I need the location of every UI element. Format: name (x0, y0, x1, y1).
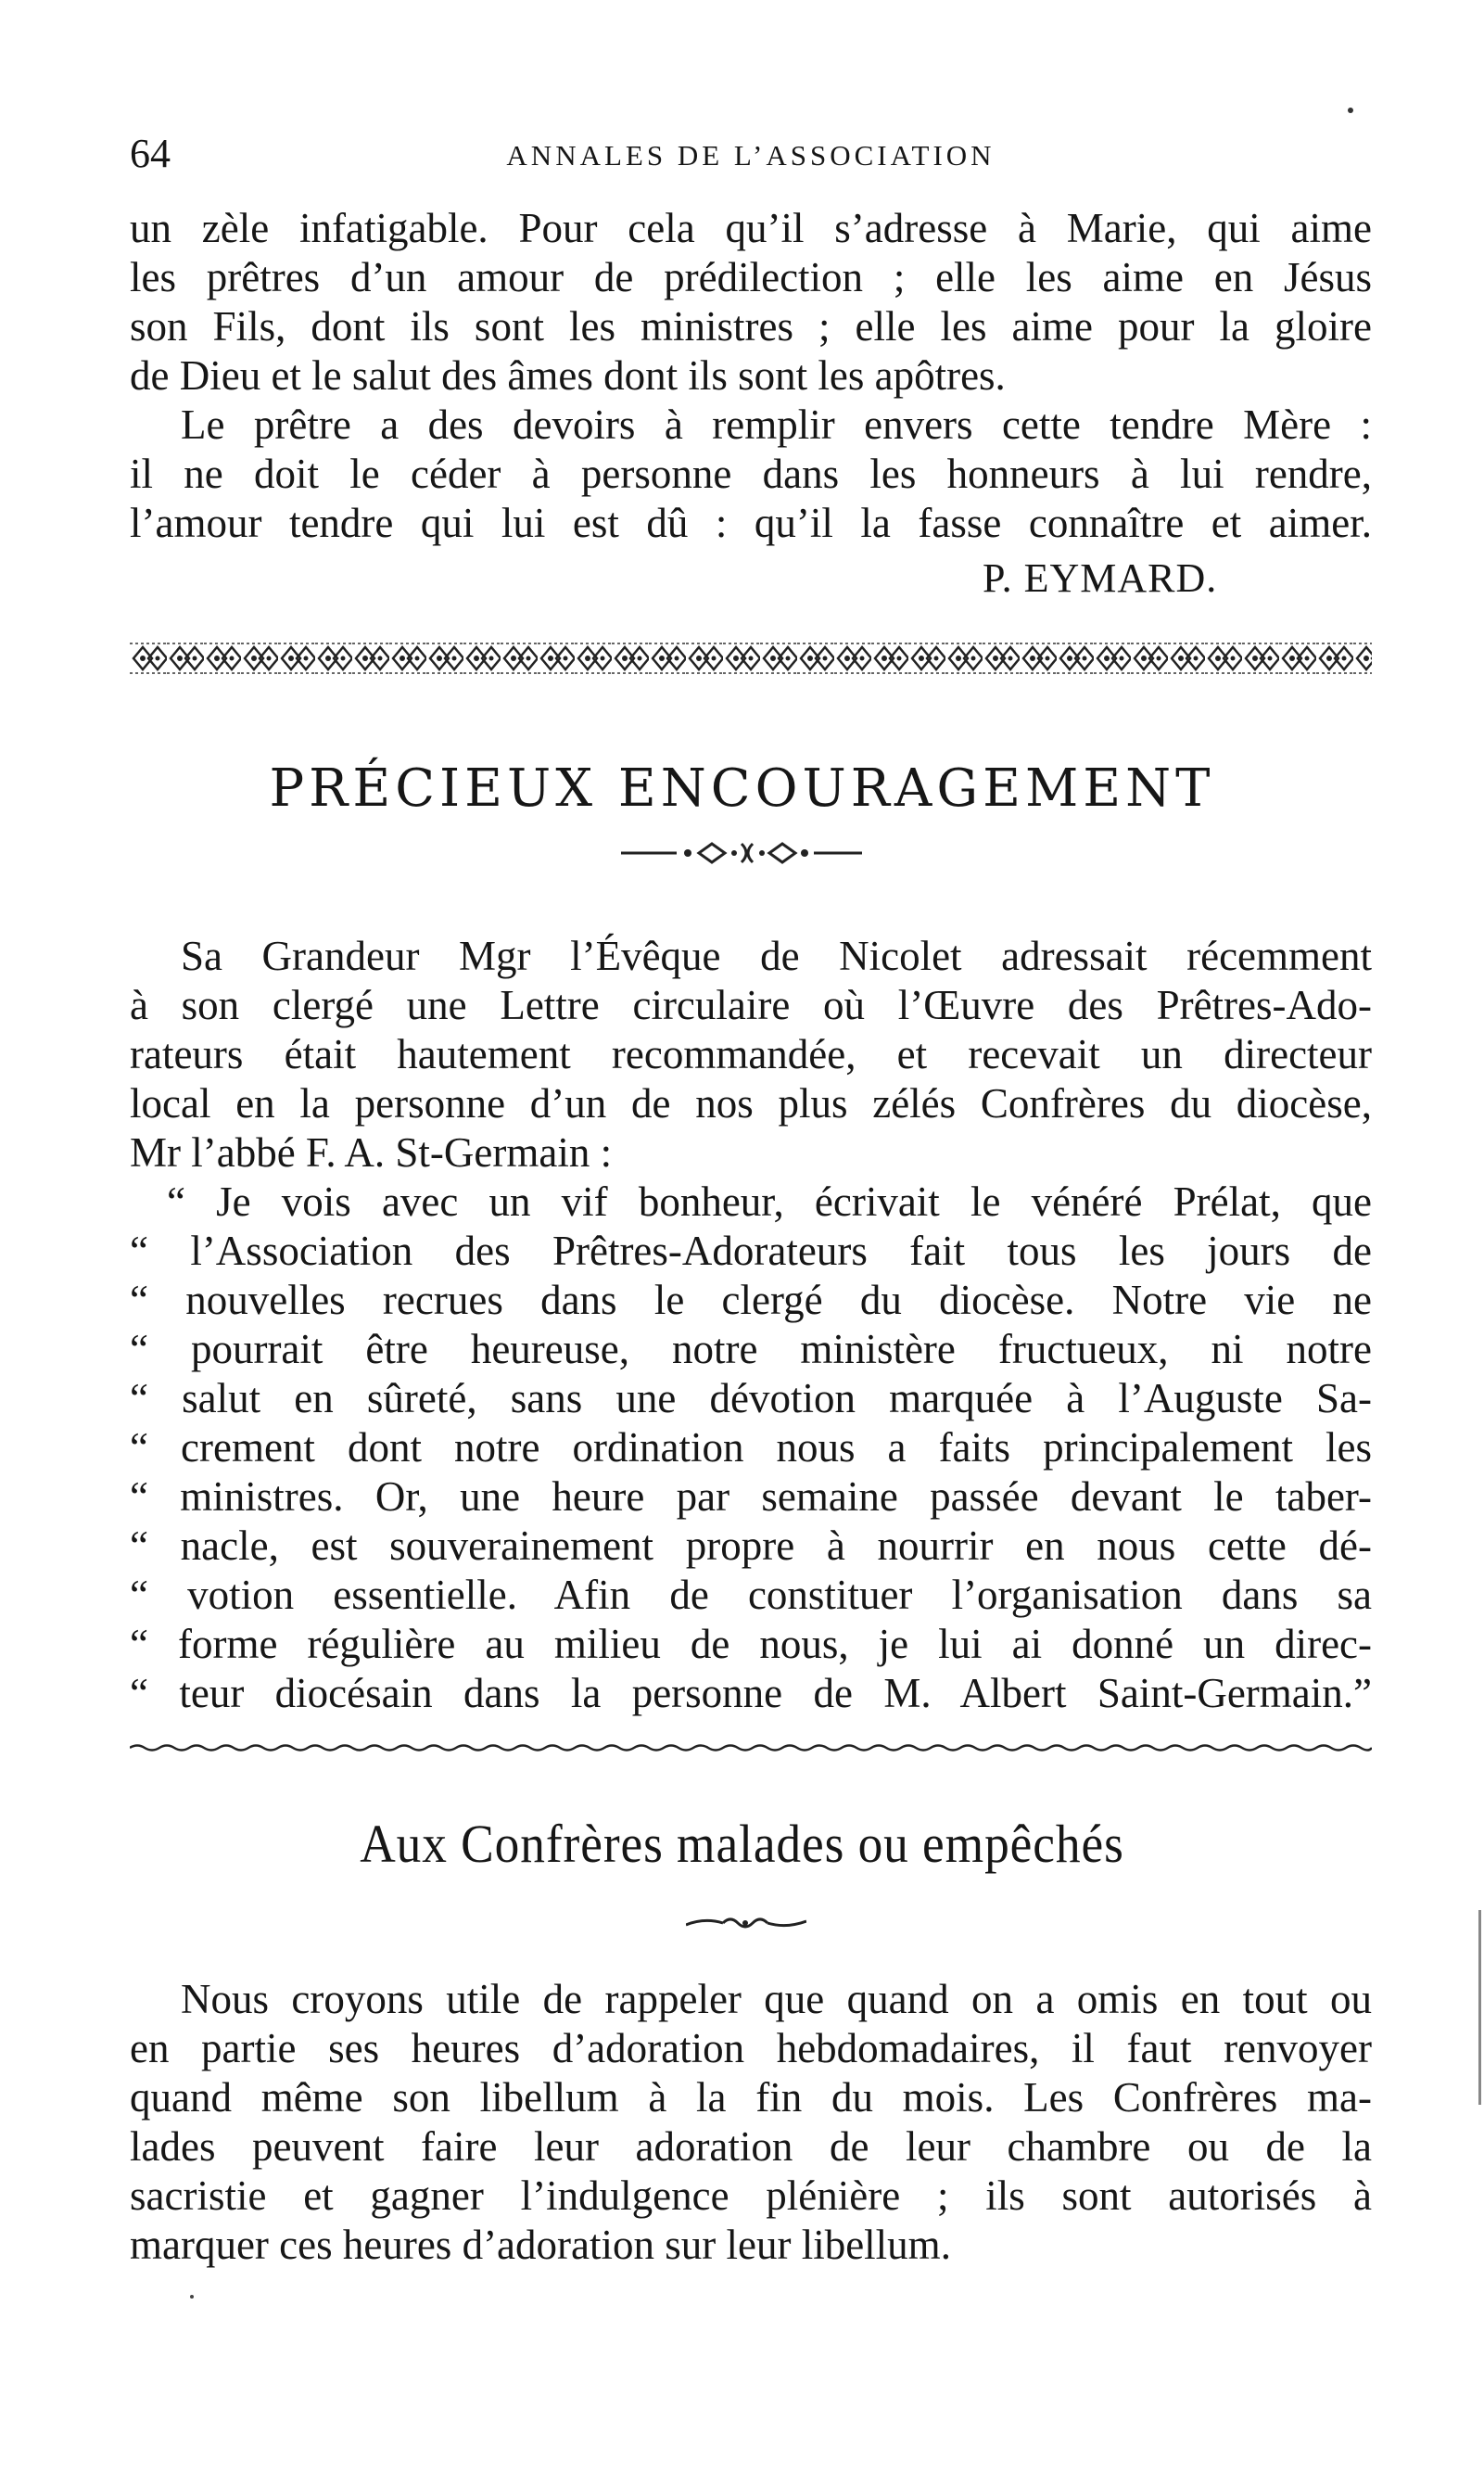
running-title: ANNALES DE L’ASSOCIATION (506, 139, 996, 172)
text-line: “ teur diocésain dans la personne de M. Albert Saint-Germain.” (130, 1670, 1372, 1716)
text-line: Nous croyons utile de rappeler que quand on a omis en tout ou (181, 1976, 1372, 2022)
page-number: 64 (130, 131, 171, 176)
text-line: “ salut en sûreté, sans une dévotion marquée à l’Auguste Sa- (130, 1375, 1372, 1421)
text-line: sacristie et gagner l’indulgence plénière ; ils sont autorisés à (130, 2172, 1372, 2219)
text-line: “ pourrait être heureuse, notre ministère fructueux, ni notre (130, 1326, 1372, 1372)
text-line: “ Je vois avec un vif bonheur, écrivait le vénéré Prélat, que (167, 1178, 1372, 1225)
text-line: Sa Grandeur Mgr l’Évêque de Nicolet adressait récemment (181, 933, 1372, 979)
text-line: local en la personne d’un de nos plus zélés Confrères du diocèse, (130, 1080, 1372, 1127)
text-line: il ne doit le céder à personne dans les honneurs à lui rendre, (130, 451, 1372, 497)
section-heading-sick-confreres: Aux Confrères malades ou empêchés (360, 1814, 1124, 1874)
text-line: rateurs était hautement recommandée, et recevait un directeur (130, 1031, 1372, 1077)
text-line: “ ministres. Or, une heure par semaine passée devant le taber- (130, 1473, 1372, 1520)
ornamental-border-band (130, 640, 1372, 677)
bishop-quotation (130, 1178, 1372, 1718)
signature: P. EYMARD. (983, 555, 1218, 601)
text-line: “ l’Association des Prêtres-Adorateurs fait tous les jours de (130, 1228, 1372, 1274)
section-heading-encouragement: PRÉCIEUX ENCOURAGEMENT (269, 758, 1215, 819)
fleuron-ornament (621, 839, 862, 867)
text-line: à son clergé une Lettre circulaire où l’Œuvre des Prêtres-Ado- (130, 982, 1372, 1028)
text-line: l’amour tendre qui lui est dû : qu’il la fasse connaître et aimer. (130, 500, 1372, 546)
text-line: lades peuvent faire leur adoration de leur chambre ou de la (130, 2123, 1372, 2170)
text-line: de Dieu et le salut des âmes dont ils sont les apôtres. (130, 352, 1006, 399)
page-edge-shadow (1478, 1910, 1481, 2105)
wavy-divider-rule (130, 1741, 1372, 1754)
text-line: “ votion essentielle. Afin de constituer l’organisation dans sa (130, 1572, 1372, 1618)
fleuron-ornament (686, 1912, 806, 1934)
opening-paragraphs (130, 204, 1372, 548)
text-line: “ nouvelles recrues dans le clergé du diocèse. Notre vie ne (130, 1277, 1372, 1323)
running-header (130, 130, 1372, 185)
text-line: “ crement dont notre ordination nous a faits principalement les (130, 1424, 1372, 1471)
text-line: son Fils, dont ils sont les ministres ; elle les aime pour la gloire (130, 303, 1372, 350)
text-line: marquer ces heures d’adoration sur leur libellum. (130, 2222, 951, 2268)
text-line: en partie ses heures d’adoration hebdomadaires, il faut renvoyer (130, 2025, 1372, 2071)
text-line: quand même son libellum à la fin du mois. Les Confrères ma- (130, 2074, 1372, 2121)
print-speck (190, 2295, 194, 2299)
sick-confreres-paragraph (130, 1975, 1372, 2270)
text-line: “ forme régulière au milieu de nous, je lui ai donné un direc- (130, 1621, 1372, 1667)
text-line: les prêtres d’un amour de prédilection ; elle les aime en Jésus (130, 254, 1372, 300)
encouragement-intro (130, 932, 1372, 1178)
print-speck (1348, 108, 1353, 113)
text-line: un zèle infatigable. Pour cela qu’il s’adresse à Marie, qui aime (130, 205, 1372, 251)
text-line: “ nacle, est souverainement propre à nourrir en nous cette dé- (130, 1522, 1372, 1569)
text-line: Le prêtre a des devoirs à remplir envers cette tendre Mère : (181, 401, 1372, 448)
text-line: Mr l’abbé F. A. St-Germain : (130, 1129, 613, 1176)
